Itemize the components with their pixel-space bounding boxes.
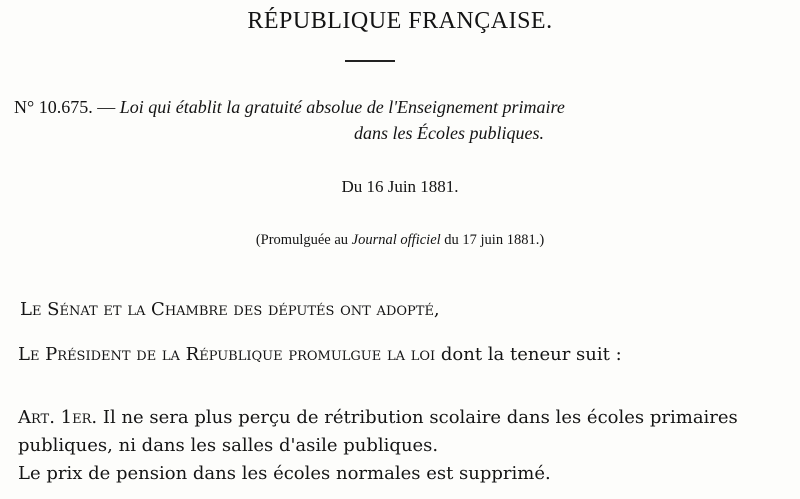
president-paragraph [18, 341, 788, 369]
article-1-paragraph [18, 404, 788, 488]
article-label: Art. 1er. [18, 407, 98, 428]
adoption-paragraph: Le Sénat et la Chambre des députés ont adopté, [20, 299, 440, 320]
law-title [14, 94, 794, 146]
president-rest-text: dont la teneur suit : [440, 344, 622, 365]
president-smallcaps-text: Le Président de la République promulgue la loi [18, 344, 436, 365]
promulgation-open: (Promulguée au [255, 232, 349, 248]
article-text: Il ne sera plus perçu de rétribution scolaire dans les écoles primaires publiques, ni dans les salles d'asile publiques. [18, 407, 738, 456]
article-text-2: Le prix de pension dans les écoles normales est supprimé. [18, 463, 551, 484]
law-number: N° 10.675. — [14, 97, 116, 117]
law-description-line1: Loi qui établit la gratuité absolue de l'Enseignement primaire [119, 97, 565, 117]
promulgation-note [0, 232, 800, 249]
law-date: Du 16 Juin 1881. [341, 177, 459, 196]
law-description-line2: dans les Écoles publiques. [354, 123, 544, 143]
promulgation-close: du 17 juin 1881.) [444, 232, 545, 248]
promulgation-journal: Journal officiel [351, 232, 441, 248]
document-heading: RÉPUBLIQUE FRANÇAISE. [247, 8, 553, 34]
heading-divider [345, 60, 395, 62]
